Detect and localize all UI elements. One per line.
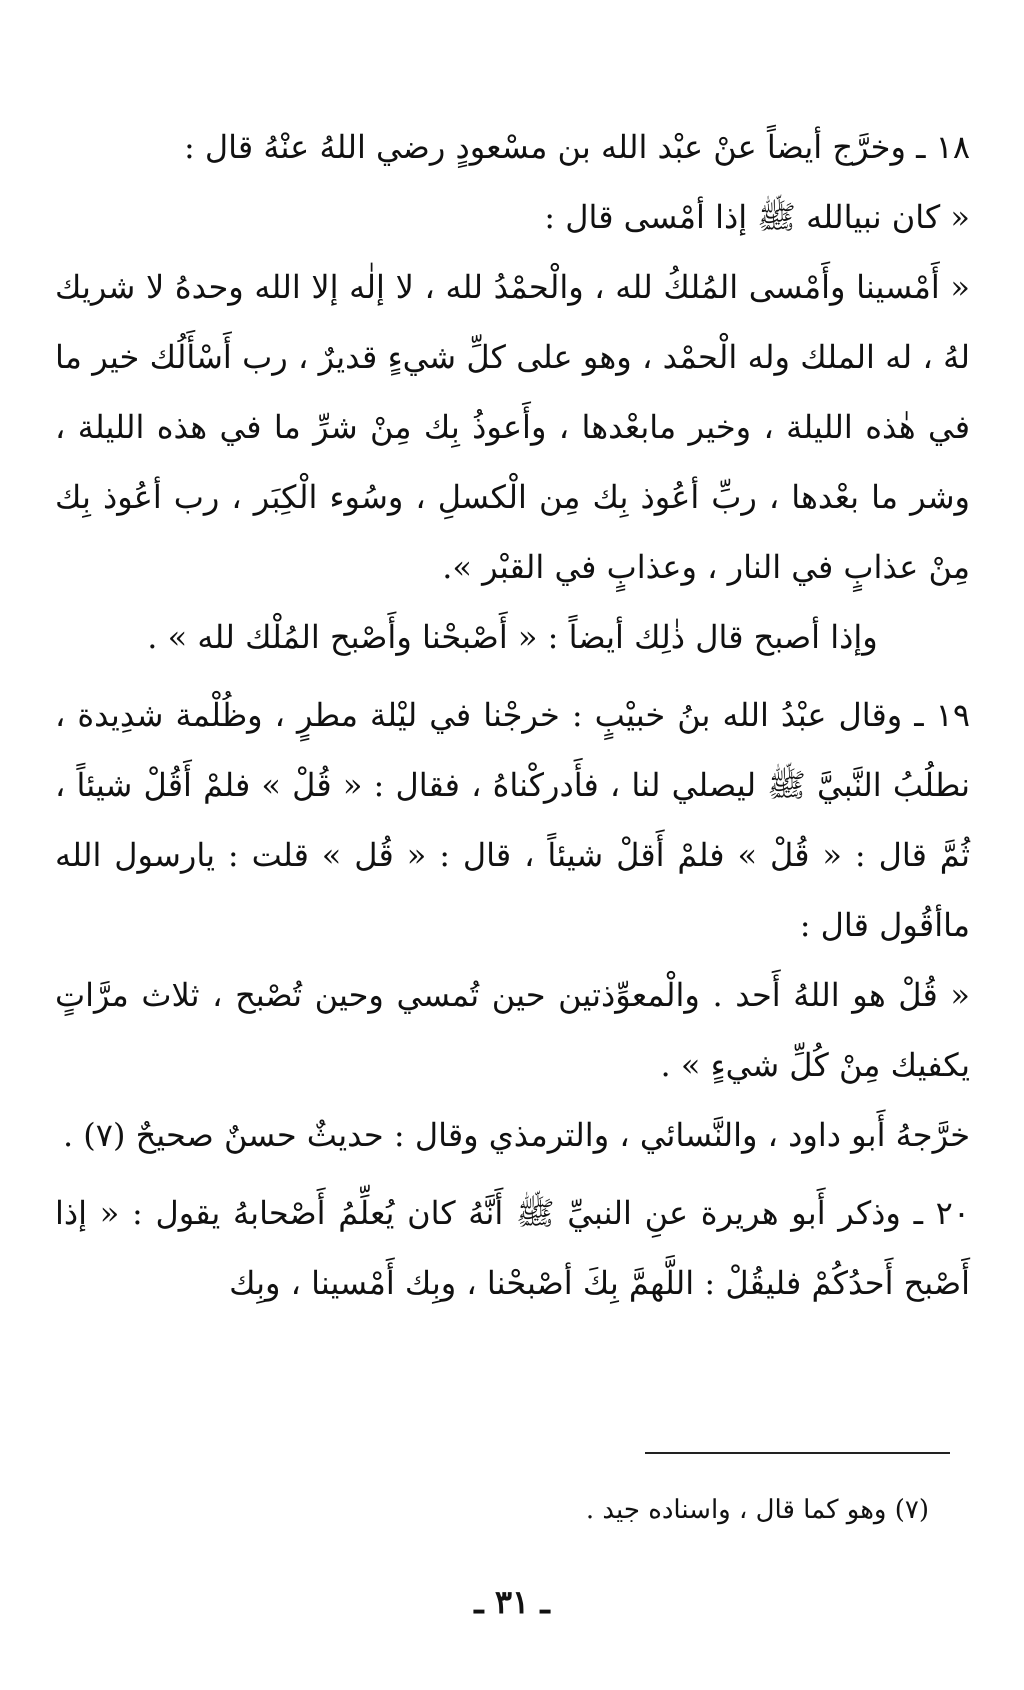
hadith-18-intro: ١٨ ـ وخرَّج أيضاً عنْ عبْد الله بن مسْعودٍ رضي اللهُ عنْهُ قال : (183, 128, 970, 166)
footnote-divider (645, 1452, 950, 1454)
hadith-20: ٢٠ ـ وذكر أَبو هريرة عنِ النبيِّ ﷺ أَنَّهُ كان يُعلِّمُ أَصْحابهُ يقول : « إذا أَصْبح أَحدُكُمْ فليقُلْ : اللَّهمَّ بِكَ أصْبحْنا ، وبِك أَمْسينا ، وبِك (55, 1194, 971, 1302)
main-text (55, 112, 970, 1318)
hadith-19-source: خرَّجهُ أَبو داود ، والنَّسائي ، والترمذي وقال : حديثٌ حسنٌ صحيحٌ (٧) . (62, 1116, 970, 1154)
hadith-18-narration: « كان نبيالله ﷺ إذا أمْسى قال : (544, 198, 970, 236)
hadith-18-morning: وإذا أصبح قال ذٰلِك أيضاً : « أَصْبحْنا وأَصْبح المُلْك لله » . (147, 618, 878, 656)
hadith-19-supplication: « قُلْ هو اللهُ أَحد . والْمعوِّذتين حين تُمسي وحين تُصْبح ، ثلاث مرَّاتٍ يكفيك مِنْ كُلِّ شيءٍ » . (55, 976, 970, 1084)
page-number: ـ ٣١ ـ (474, 1583, 550, 1621)
hadith-19: ١٩ ـ وقال عبْدُ الله بنُ خبيْبٍ : خرجْنا في ليْلة مطرٍ ، وظُلْمة شدِيدة ، نطلُبُ النَّبيَّ ﷺ ليصلي لنا ، فأَدركْناهُ ، فقال : « قُلْ » فلمْ أَقُلْ شيئاً ، ثُمَّ قال : « قُلْ » فلمْ أَقلْ شيئاً ، قال : « قُل » قلت : يارسول الله ماأقُول قال : (55, 696, 970, 944)
footnote: (٧) وهو كما قال ، واسناده جيد . (585, 1495, 929, 1525)
hadith-18-supplication: « أَمْسينا وأَمْسى المُلكُ لله ، والْحمْدُ لله ، لا إلٰه إلا الله وحدهُ لا شريك لهُ ، له الملك وله الْحمْد ، وهو على كلِّ شيءٍ قديرٌ ، رب أَسْأَلُك خير ما في هٰذه الليلة ، وخير مابعْدها ، وأَعوذُ بِك مِنْ شرِّ ما في هذه الليلة ، وشر ما بعْدها ، ربِّ أعُوذ بِك مِن الْكسلِ ، وسُوء الْكِبَر ، رب أعُوذ بِك مِنْ عذابٍ في النار ، وعذابٍ في القبْر ». (55, 268, 971, 586)
